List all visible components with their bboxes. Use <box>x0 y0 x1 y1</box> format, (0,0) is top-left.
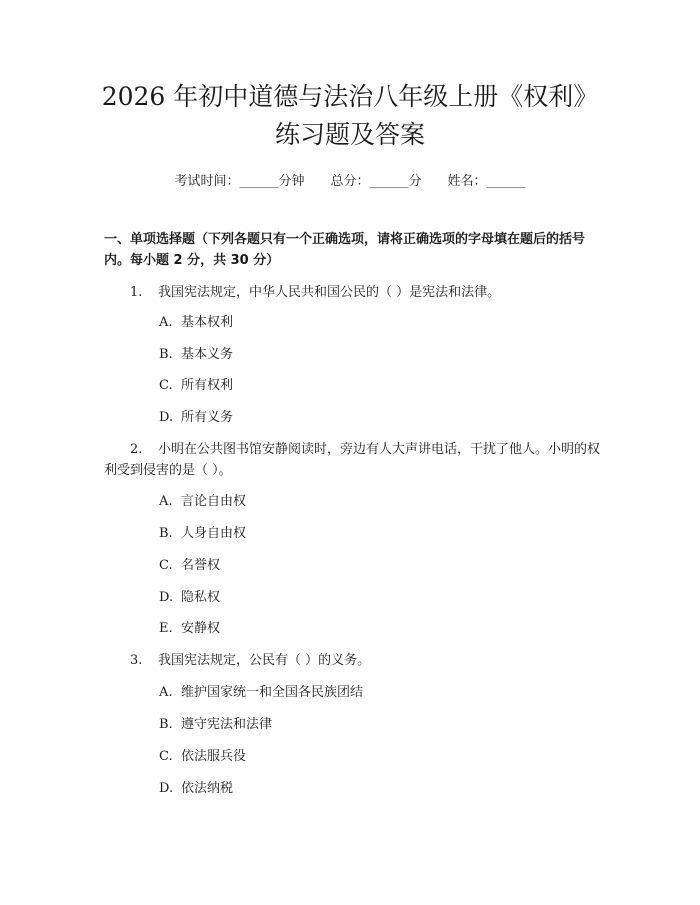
option-text: 名誉权 <box>181 558 221 573</box>
option-2-e <box>159 621 220 637</box>
option-3-c <box>159 749 246 765</box>
option-text: 言论自由权 <box>181 494 247 509</box>
question-3 <box>104 650 600 671</box>
question-number: 2. <box>130 442 143 457</box>
option-letter: B. <box>159 526 173 541</box>
option-letter: B. <box>159 347 173 362</box>
option-1-c <box>159 378 233 394</box>
total-score-field: 总分：______分 <box>330 174 422 189</box>
question-text: 我国宪法规定，中华人民共和国公民的（ ）是宪法和法律。 <box>158 285 501 300</box>
option-text: 维护国家统一和全国各民族团结 <box>181 685 364 700</box>
option-letter: A. <box>159 494 173 509</box>
question-1 <box>104 282 600 303</box>
option-text: 安静权 <box>181 621 221 636</box>
option-3-a <box>159 685 363 701</box>
option-2-c <box>159 558 220 574</box>
option-3-d <box>159 781 233 797</box>
option-2-b <box>159 526 246 542</box>
document-title-line-2: 练习题及答案 <box>274 120 425 149</box>
option-text: 遵守宪法和法律 <box>181 717 273 732</box>
option-letter: C. <box>159 558 173 573</box>
option-letter: E. <box>159 621 173 636</box>
question-2 <box>104 439 600 481</box>
option-2-d <box>159 590 220 606</box>
option-text: 隐私权 <box>181 590 221 605</box>
option-letter: D. <box>159 410 174 425</box>
option-letter: A. <box>159 315 173 330</box>
option-letter: D. <box>159 781 174 796</box>
option-1-a <box>159 315 233 331</box>
option-1-d <box>159 410 233 426</box>
option-letter: B. <box>159 717 173 732</box>
option-letter: C. <box>159 749 173 764</box>
option-text: 依法纳税 <box>181 781 234 796</box>
section-heading-single-choice: 一、单项选择题（下列各题只有一个正确选项，请将正确选项的字母填在题后的括号内。每小题 2 分，共 30 分） <box>104 232 586 268</box>
option-text: 依法服兵役 <box>181 749 247 764</box>
option-letter: A. <box>159 685 173 700</box>
option-text: 基本义务 <box>181 347 234 362</box>
option-text: 基本权利 <box>181 315 234 330</box>
option-letter: D. <box>159 590 174 605</box>
document-title-line-1: 2026 年初中道德与法治八年级上册《权利》 <box>101 82 599 111</box>
question-text: 我国宪法规定，公民有（ ）的义务。 <box>158 653 371 668</box>
option-1-b <box>159 347 233 363</box>
name-field: 姓名：______ <box>447 174 526 189</box>
exam-info-line <box>0 170 700 189</box>
option-letter: C. <box>159 378 173 393</box>
option-text: 所有义务 <box>181 410 234 425</box>
exam-time-field: 考试时间：______分钟 <box>174 174 305 189</box>
option-text: 所有权利 <box>181 378 234 393</box>
question-number: 3. <box>130 653 143 668</box>
option-2-a <box>159 494 246 510</box>
question-number: 1. <box>130 285 143 300</box>
option-text: 人身自由权 <box>181 526 247 541</box>
option-3-b <box>159 717 272 733</box>
question-text: 小明在公共图书馆安静阅读时，旁边有人大声讲电话，干扰了他人。小明的权利受到侵害的是（ ）。 <box>104 442 601 478</box>
